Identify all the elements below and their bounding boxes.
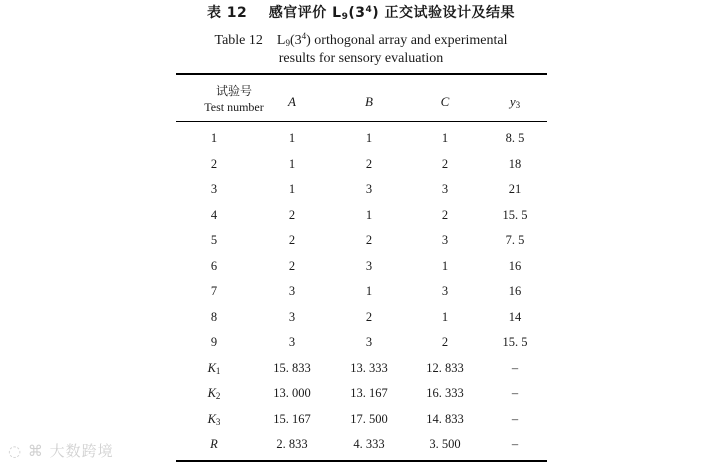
cell-b: 3 [365,335,373,349]
cell-c: 1 [441,131,449,145]
stat-symbol: K [207,386,216,400]
cell-y: – [511,386,519,400]
table-title-cn-post: ) 正交试验设计及结果 [372,5,516,21]
cell-a: 13. 000 [273,386,311,400]
watermark-text: 大数跨境 [49,442,114,460]
cell-b: 17. 500 [350,411,388,426]
cell-y: 16 [508,284,522,298]
cell-c: 2 [441,156,449,171]
table-title-en-sup: 4 [301,31,307,41]
table-title-cn-paren: (3 [348,5,366,21]
row-test-number: 2 [210,156,218,171]
cell-b: 1 [365,131,373,145]
cell-y: 15. 5 [502,207,528,222]
row-test-number: 7 [210,284,218,298]
stat-symbol: K [207,360,216,375]
table-title-cn-sup: 4 [365,5,373,15]
stat-symbol: R [210,437,218,451]
cell-y: – [511,437,519,451]
cell-b: 13. 333 [350,360,388,375]
cell-c: 14. 833 [426,411,464,426]
table-label-en: Table 12 [214,33,263,48]
row-test-number: 6 [210,258,218,273]
header-test-number-cn: 试验号 [215,84,252,98]
table-caption-en-line1 [0,27,722,52]
header-col-y [485,94,545,110]
stat-row-label [186,436,242,452]
cell-c: 3 [441,284,449,298]
cell-a: 2 [288,207,296,222]
cell-c: 3. 500 [429,437,461,451]
cell-b: 2 [365,233,373,247]
stat-symbol-sub: 2 [215,391,221,401]
cell-c: 1 [441,309,449,324]
cell-a: 2 [288,258,296,273]
header-col-a: A [288,94,296,109]
stat-row-label [186,411,242,430]
stat-row-label [186,385,242,404]
table-top-rule [176,73,547,75]
table-title-en-sub: 9 [285,38,290,48]
cell-a: 1 [288,156,296,171]
cell-b: 1 [365,284,373,298]
cell-b: 2 [365,156,373,171]
cell-a: 1 [288,131,296,145]
cell-a: 3 [288,335,296,349]
row-test-number: 9 [210,335,218,349]
cell-y: 14 [508,309,522,324]
cell-a: 2 [288,233,296,247]
cell-c: 12. 833 [426,360,464,375]
cell-y: – [511,360,519,375]
cell-b: 3 [365,258,373,273]
cell-b: 13. 167 [350,386,388,400]
table-title-en-paren: (3 [289,33,302,48]
table-caption-cn [0,1,722,26]
header-col-b: B [365,94,373,109]
row-test-number: 4 [210,207,218,222]
cell-c: 2 [441,335,449,349]
cell-y: 8. 5 [505,131,525,145]
watermark-logo [8,440,114,461]
table-caption-en-line2: results for sensory evaluation [278,51,444,66]
table-title-en-post: ) orthogonal array and experimental [306,33,508,48]
header-col-y-sub: 3 [515,100,521,110]
cell-a: 1 [288,182,296,196]
table-title-cn-sub: 9 [341,12,349,22]
stat-symbol-sub: 1 [215,365,221,376]
stat-symbol: K [207,411,216,426]
table-header-rule [176,121,547,122]
cell-c: 3 [441,233,449,247]
cell-c: 2 [441,207,449,222]
cell-y: 21 [508,182,522,196]
cell-y: 7. 5 [505,233,525,247]
table-bottom-rule [176,460,547,462]
cell-c: 1 [441,258,449,273]
stat-row-label [186,360,242,379]
cell-b: 2 [365,309,373,324]
table-title-cn-pre: 感官评价 L [268,5,342,21]
header-col-y-main: y [509,94,516,109]
cell-a: 2. 833 [276,437,308,451]
row-test-number: 1 [210,131,218,145]
watermark-icon: ◌ ⌘ [8,442,50,460]
cell-y: 18 [508,156,522,171]
row-test-number: 8 [210,309,218,324]
cell-a: 15. 833 [273,360,311,375]
cell-c: 3 [441,182,449,196]
row-test-number: 3 [210,182,218,196]
cell-b: 3 [365,182,373,196]
table-label-cn: 表 12 [206,5,248,21]
stat-symbol-sub: 3 [215,416,221,427]
cell-a: 15. 167 [273,411,311,426]
cell-a: 3 [288,284,296,298]
cell-b: 1 [365,207,373,222]
cell-y: 16 [508,258,522,273]
table-title-en-L: L [276,33,286,48]
cell-a: 3 [288,309,296,324]
cell-y: – [511,411,519,426]
header-test-number-en: Test number [204,100,264,114]
header-col-c: C [440,94,450,109]
row-test-number: 5 [210,233,218,247]
cell-b: 4. 333 [353,437,385,451]
cell-y: 15. 5 [502,335,528,349]
cell-c: 16. 333 [426,386,464,400]
